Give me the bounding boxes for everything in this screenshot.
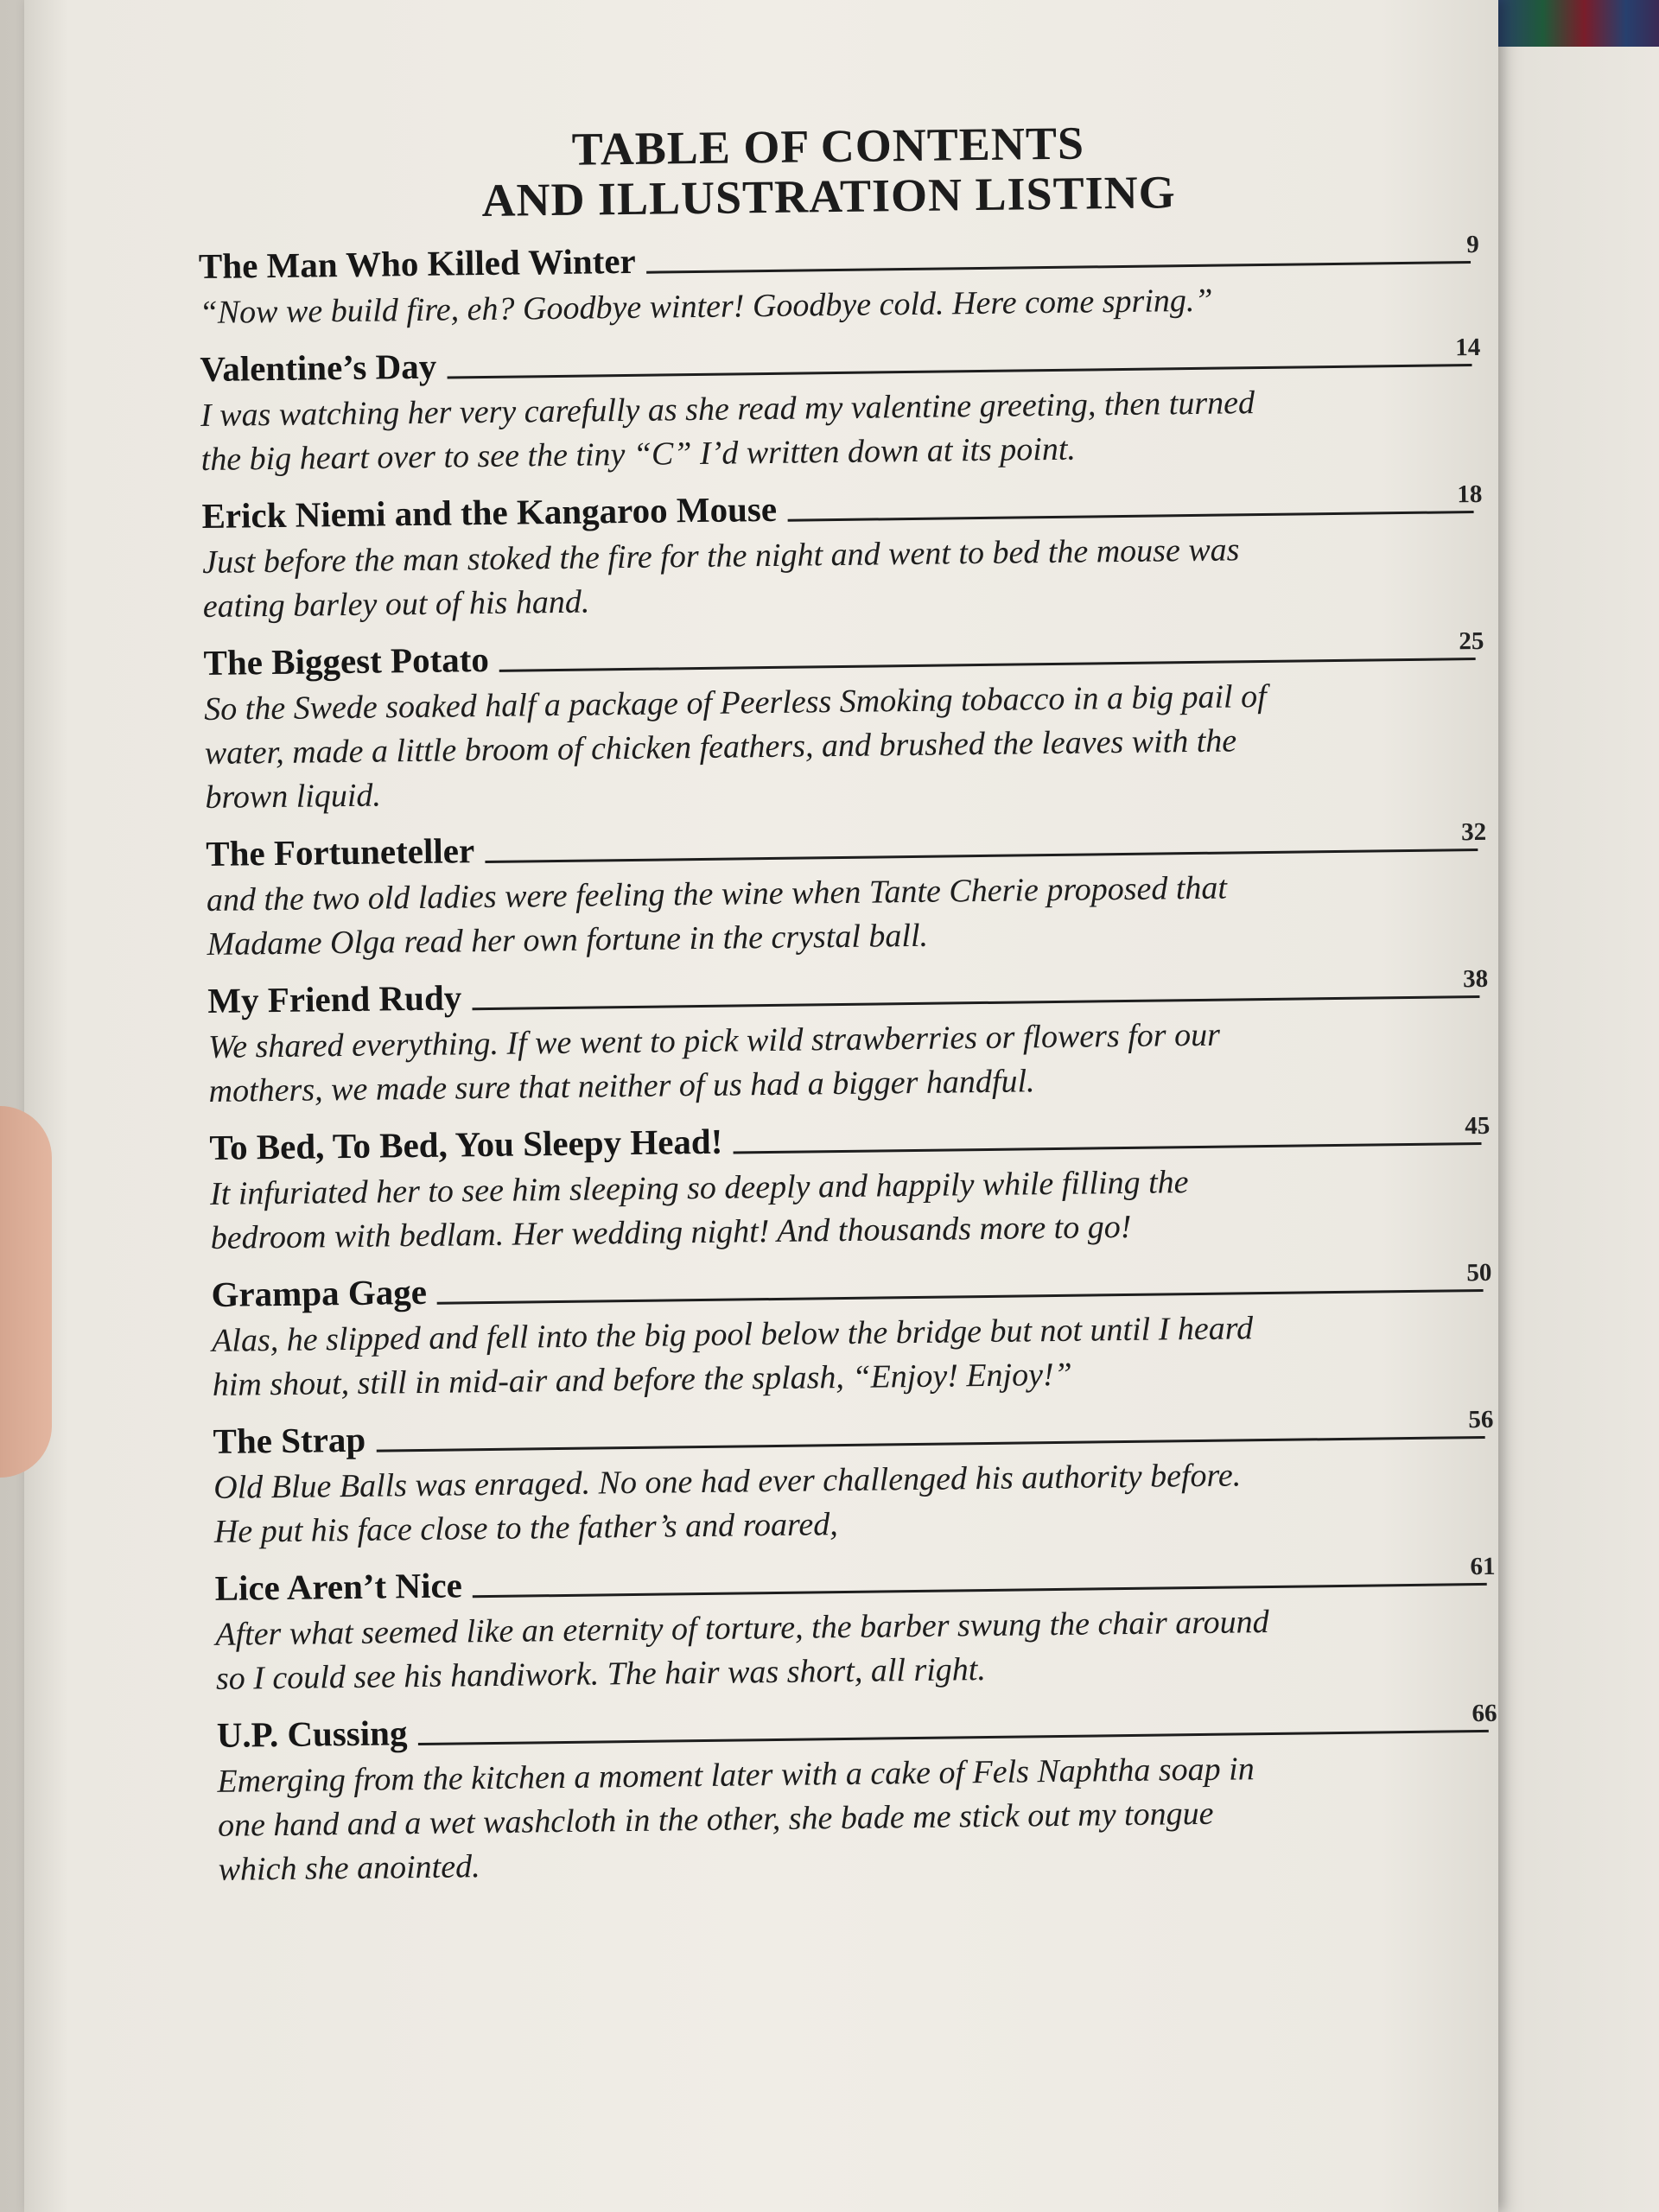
entry-title: The Man Who Killed Winter [198, 240, 636, 287]
page-number: 50 [1466, 1258, 1492, 1287]
entry-excerpt: “Now we build fire, eh? Goodbye winter! Goodbye cold. Here come spring.” [199, 282, 1213, 332]
entry-title: My Friend Rudy [207, 977, 462, 1020]
table-of-contents [197, 113, 1497, 1899]
toc-entry [216, 1693, 1497, 1892]
entry-excerpt: I was watching her very carefully as she read my valentine greeting, then turned the big heart over to see the tiny “C” I’d written down at its point. [200, 385, 1255, 479]
entry-title: To Bed, To Bed, You Sleepy Head! [209, 1121, 723, 1167]
leader-line [447, 364, 1471, 378]
leader-line [437, 1289, 1484, 1305]
entry-title: The Fortuneteller [206, 830, 475, 874]
entry-title: Erick Niemi and the Kangaroo Mouse [201, 488, 778, 537]
page-number: 14 [1455, 333, 1481, 362]
entry-excerpt: It infuriated her to see him sleeping so deeply and happily while filling the bedroom with bedlam. Her wedding night! And thousands more to go! [209, 1164, 1189, 1256]
toc-entry [201, 474, 1482, 629]
page-number: 18 [1457, 480, 1483, 509]
leader-line [376, 1436, 1484, 1452]
page-number: 56 [1468, 1405, 1494, 1434]
leader-line [787, 511, 1473, 522]
page-number: 9 [1466, 230, 1479, 259]
page-number: 32 [1460, 817, 1487, 847]
entry-excerpt: Just before the man stoked the fire for the night and went to bed the mouse was eating barley out of his hand. [201, 531, 1240, 625]
toc-entry [199, 224, 1478, 335]
leader-line [473, 1583, 1487, 1598]
entry-title: The Strap [213, 1419, 366, 1461]
toc-entry [209, 1105, 1490, 1261]
heading-line-2: AND ILLUSTRATION LISTING [481, 166, 1176, 227]
entry-title: U.P. Cussing [216, 1713, 408, 1755]
page-heading [180, 113, 1477, 229]
page-number: 66 [1471, 1699, 1497, 1728]
page-number: 61 [1470, 1552, 1496, 1581]
toc-entry [203, 620, 1484, 820]
holding-thumb [0, 1106, 52, 1478]
leader-line [733, 1142, 1481, 1154]
toc-entry [206, 811, 1486, 967]
book-page [24, 0, 1498, 2212]
heading-line-1: TABLE OF CONTENTS [571, 117, 1085, 175]
page-number: 38 [1462, 964, 1489, 994]
leader-line [485, 849, 1478, 863]
bookshelf-strip [1493, 0, 1659, 47]
entry-title: Lice Aren’t Nice [214, 1565, 463, 1608]
entry-excerpt: Old Blue Balls was enraged. No one had ever challenged his authority before. He put his face close to the father’s and roared, [213, 1457, 1242, 1550]
entry-title: Grampa Gage [211, 1271, 428, 1314]
entry-excerpt: We shared everything. If we went to pick wild strawberries or flowers for our mothers, we made sure that neither of us had a bigger handful. [207, 1016, 1221, 1109]
entry-excerpt: Emerging from the kitchen a moment later with a cake of Fels Naphtha soap in one hand and a wet washcloth in the other, she bade me stick out my tongue which she anointed. [217, 1751, 1255, 1888]
entry-excerpt: After what seemed like an eternity of torture, the barber swung the chair around so I could see his handiwork. The hair was short, all right. [215, 1604, 1269, 1697]
toc-entry [200, 327, 1480, 482]
toc-entry [207, 958, 1488, 1114]
leader-line [418, 1730, 1489, 1745]
leader-line [472, 995, 1479, 1010]
page-number: 45 [1465, 1111, 1491, 1141]
leader-line [499, 658, 1476, 672]
entry-title: The Biggest Potato [203, 639, 490, 683]
entry-excerpt: So the Swede soaked half a package of Peerless Smoking tobacco in a big pail of water, made a little broom of chicken feathers, and brushed the leaves with the brown liquid. [204, 677, 1267, 816]
page-number: 25 [1459, 626, 1484, 656]
toc-entry [214, 1546, 1495, 1701]
toc-entry [213, 1399, 1493, 1554]
leader-line [646, 261, 1471, 274]
toc-entry [211, 1252, 1491, 1408]
entry-excerpt: and the two old ladies were feeling the wine when Tante Cherie proposed that Madame Olga read her own fortune in the crystal ball. [206, 869, 1228, 963]
entry-excerpt: Alas, he slipped and fell into the big pool below the bridge but not until I heard him shout, still in mid-air and before the splash, “Enjoy! Enjoy!” [211, 1310, 1254, 1403]
entry-title: Valentine’s Day [200, 346, 437, 390]
